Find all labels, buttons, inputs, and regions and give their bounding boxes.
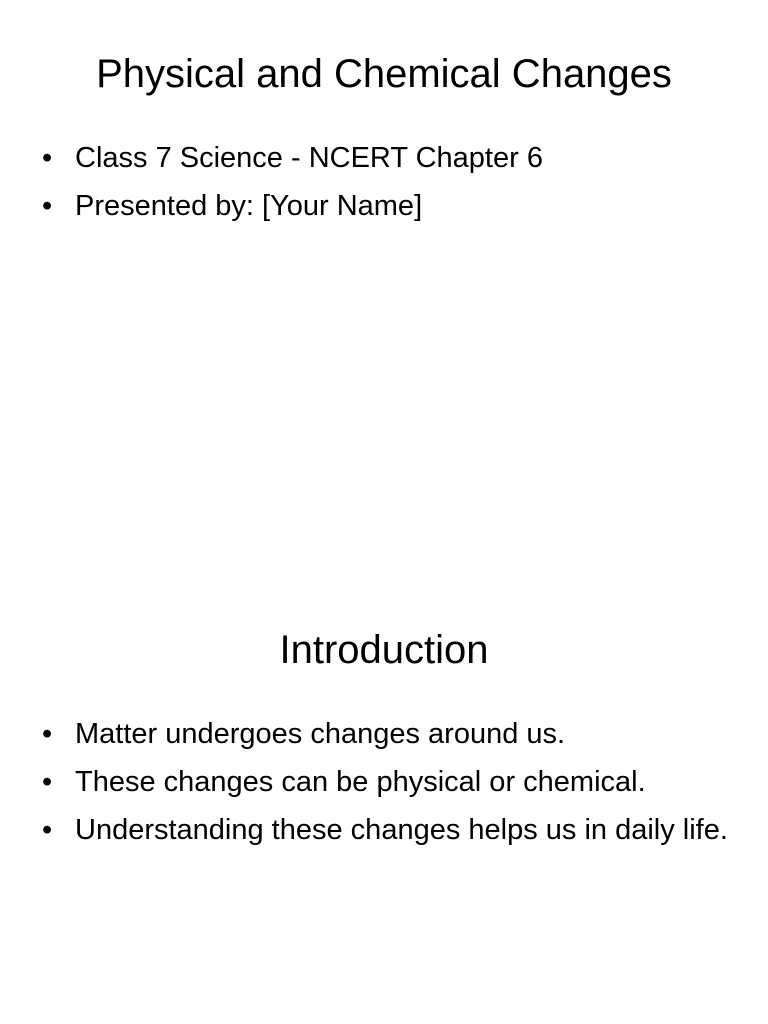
list-item — [40, 186, 730, 226]
bullet-icon: • — [42, 142, 53, 174]
bullet-text: These changes can be physical or chemical. — [75, 766, 646, 798]
bullet-icon: • — [42, 766, 53, 798]
slide-title: Physical and Chemical Changes — [96, 52, 672, 96]
bullet-icon: • — [42, 190, 53, 222]
slide-title: Introduction — [279, 628, 489, 672]
bullet-icon: • — [42, 718, 53, 750]
bullet-text: Matter undergoes changes around us. — [75, 718, 566, 750]
bullet-list — [40, 714, 730, 859]
slide-2 — [0, 576, 768, 1024]
bullet-text: Class 7 Science - NCERT Chapter 6 — [75, 142, 543, 174]
list-item — [40, 762, 730, 802]
list-item — [40, 138, 730, 178]
list-item — [40, 714, 730, 754]
bullet-icon: • — [42, 814, 53, 846]
bullet-text: Understanding these changes helps us in daily life. — [75, 814, 728, 846]
list-item — [40, 810, 730, 851]
bullet-list — [40, 138, 730, 234]
bullet-text: Presented by: [Your Name] — [75, 190, 423, 222]
